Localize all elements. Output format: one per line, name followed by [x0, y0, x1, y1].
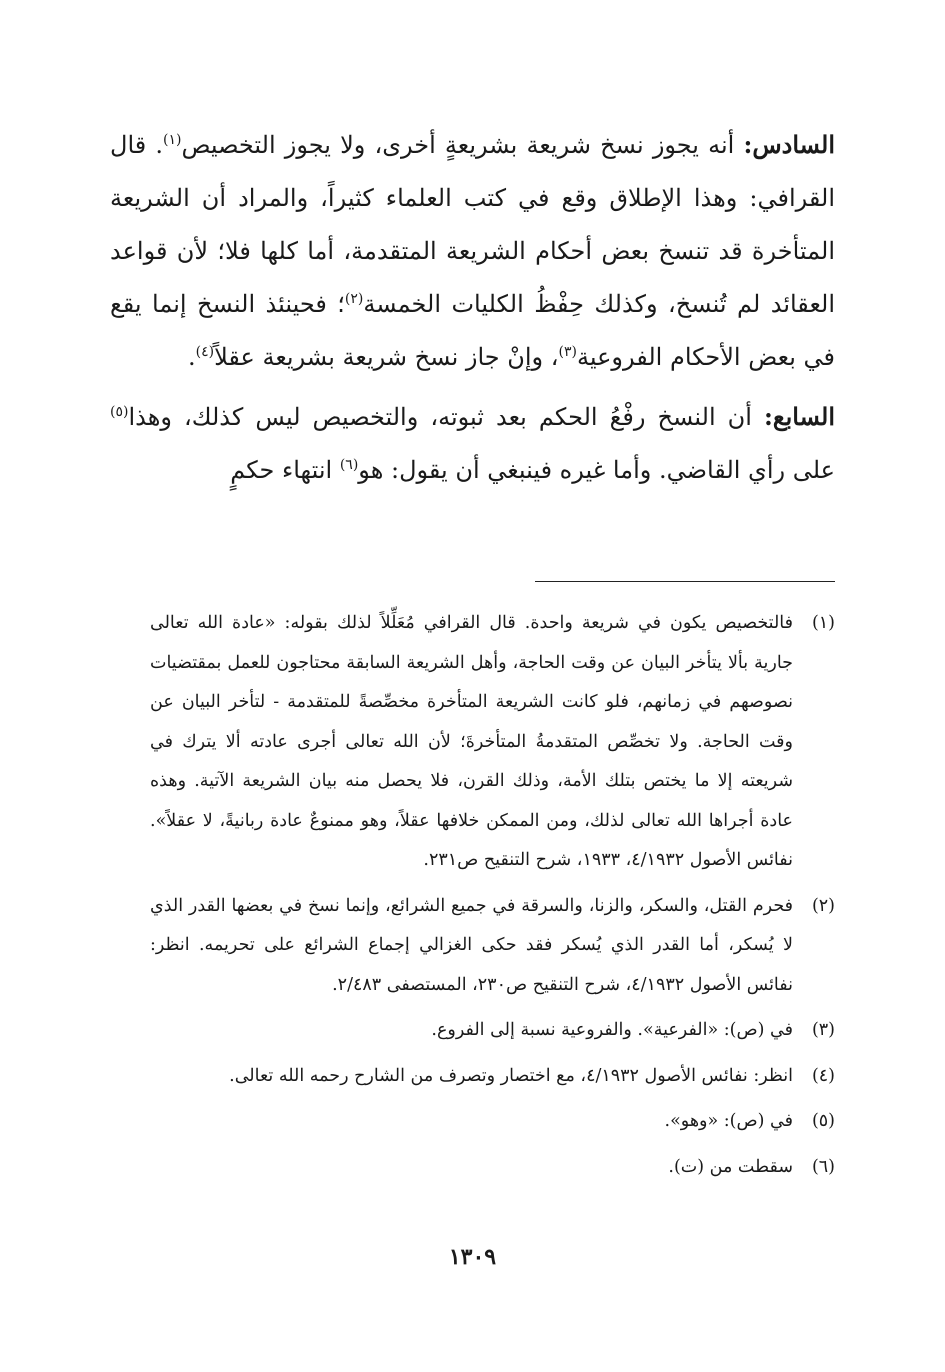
footnote-ref[interactable]: (١): [163, 132, 182, 148]
paragraph-sixth: [110, 118, 835, 384]
text-run: ؛ فحينئذ النسخ إنما يقع في بعض الأحكام الفروعية: [110, 290, 835, 371]
footnote-item: [150, 1057, 835, 1097]
footnote-ref[interactable]: (٥): [110, 404, 129, 420]
text-run: . قال القرافي: وهذا الإطلاق وقع في كتب العلماء كثيراً، والمراد أن الشريعة المتأخرة قد تنسخ بعض أحكام الشريعة المتقدمة، أما كلها فلا؛ لأن قواعد العقائد لم تُنسخ، وكذلك حِفْظُ الكليات الخمسة: [110, 131, 836, 318]
paragraph-heading: السابع:: [763, 402, 835, 431]
footnote-divider: [535, 581, 835, 582]
footnote-ref[interactable]: (٦): [339, 457, 359, 473]
main-text: [110, 118, 835, 497]
text-run: .: [187, 343, 196, 371]
footnote-number: (٣): [811, 1020, 835, 1040]
footnote-number: (١): [811, 613, 835, 633]
footnote-number: (٥): [811, 1111, 835, 1131]
page-number: ١٣٠٩: [448, 1244, 497, 1270]
paragraph-heading: السادس:: [743, 130, 836, 159]
footnote-text: انظر: نفائس الأصول ٤/١٩٣٢، مع اختصار وتصرف من الشارح رحمه الله تعالى.: [229, 1065, 793, 1086]
text-run: انتهاء حكمٍ: [230, 456, 340, 484]
footnote-text: في (ص): «وهو».: [664, 1111, 793, 1131]
footnote-item: [150, 604, 835, 881]
footnote-item: [150, 1148, 835, 1188]
footnote-ref[interactable]: (٣): [558, 344, 577, 360]
text-run: أن النسخ رفْعُ الحكم بعد ثبوته، والتخصيص ليس كذلك، وهذا: [128, 403, 764, 431]
footnote-text: فحرم القتل، والسكر، والزنا، والسرقة في جميع الشرائع، وإنما نسخ في بعضها القدر الذي لا يُسكر، أما القدر الذي يُسكر فقد حكى الغزالي إجماع الشرائع على تحريمه. انظر: نفائس الأصول ٤/١٩٣٢، شرح التنقيح ص٢٣٠، المستصفى ٢/٤٨٣.: [150, 895, 793, 995]
footnote-item: [150, 1011, 835, 1051]
footnote-text: في (ص): «الفرعية». والفروعية نسبة إلى الفروع.: [431, 1020, 793, 1040]
footnote-text: فالتخصيص يكون في شريعة واحدة. قال القرافي مُعَلِّلاً لذلك بقوله: «عادة الله تعالى جارية بألا يتأخر البيان عن وقت الحاجة، وأهل الشريعة السابقة محتاجون للعمل بمقتضيات نصوصهم في زمانهم، فلو كانت الشريعة المتأخرة مخصِّصةً للمتقدمة - لتأخر البيان عن وقت الحاجة. ولا تخصِّص المتقدمةُ المتأخرةَ؛ لأن الله تعالى أجرى عادته ألا يترك في شريعته إلا ما يختص بتلك الأمة، وذلك القرن، فلا يحصل منه بيان الشريعة الآتية. وهذه عادة أجراها الله تعالى لذلك، ومن الممكن خلافها عقلاً، وهو ممنوعٌ عادة ربانيةً، لا عقلاً». نفائس الأصول ٤/١٩٣٢، ١٩٣٣، شرح التنقيح ص٢٣١.: [150, 613, 793, 870]
footnote-number: (٢): [811, 895, 835, 916]
text-run: ، وإنْ جاز نسخ شريعة بشريعة عقلاً: [214, 343, 559, 371]
text-run: أنه يجوز نسخ شريعة بشريعةٍ أخرى، ولا يجوز التخصيص: [181, 131, 744, 159]
footnote-number: (٤): [811, 1065, 835, 1086]
footnote-number: (٦): [811, 1156, 835, 1177]
footnote-item: [150, 1102, 835, 1142]
footnote-ref[interactable]: (٤): [195, 344, 215, 360]
paragraph-seventh: [110, 390, 835, 497]
footnote-ref[interactable]: (٢): [344, 291, 364, 307]
footnotes: [150, 604, 835, 1193]
footnote-text: سقطت من (ت).: [668, 1156, 793, 1177]
text-run: على رأي القاضي. وأما غيره فينبغي أن يقول: هو: [358, 456, 835, 484]
footnote-item: [150, 887, 835, 1006]
